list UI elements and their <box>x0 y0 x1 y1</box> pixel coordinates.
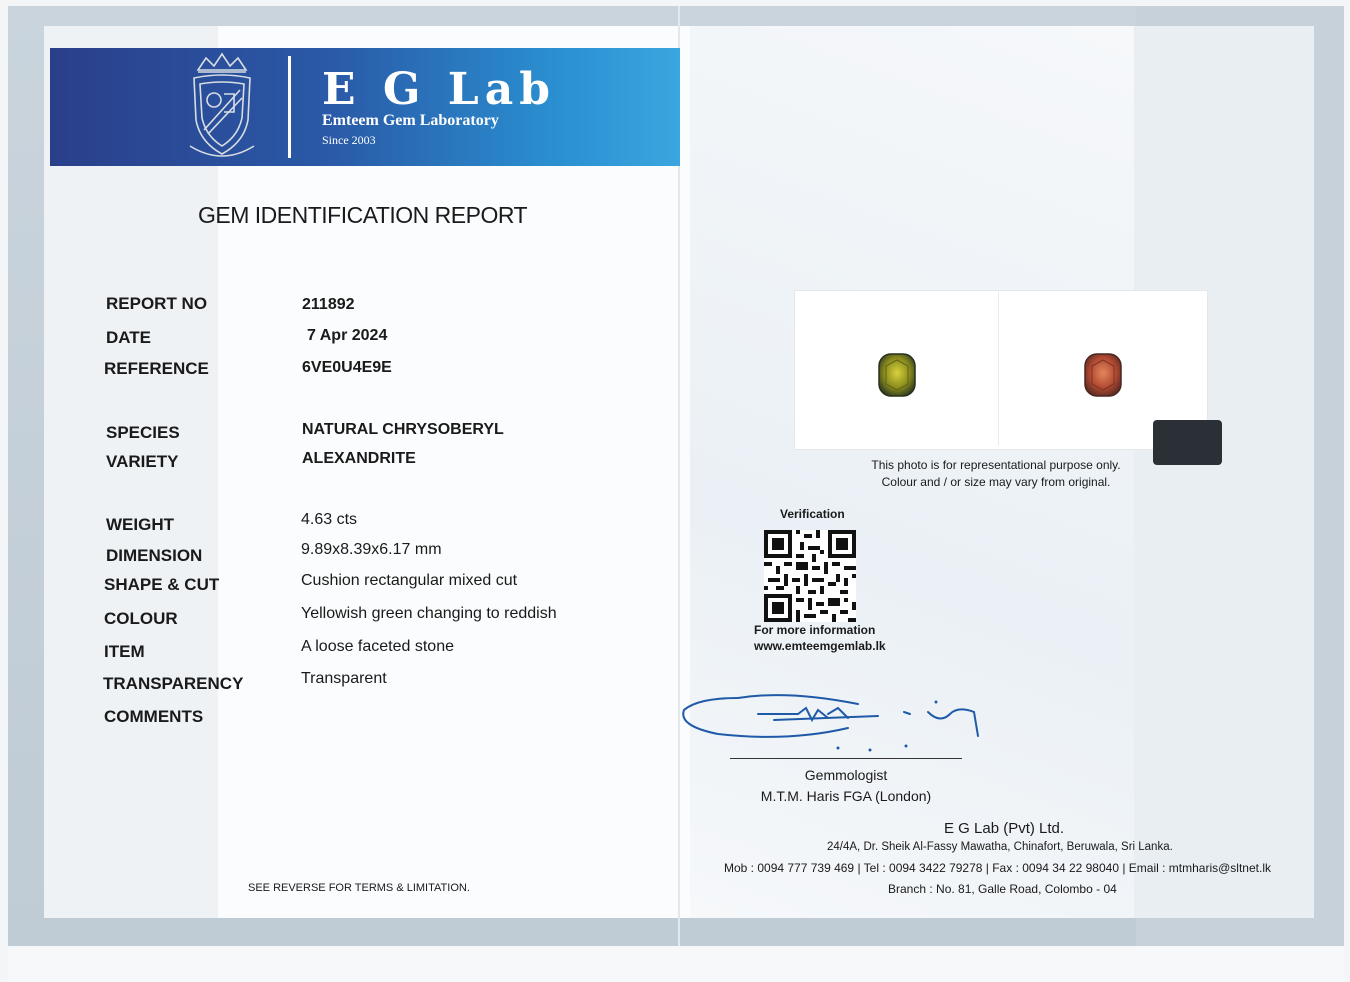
qr-code-icon <box>764 530 856 622</box>
label-dimension: DIMENSION <box>106 546 203 565</box>
value-dimension: 9.89x8.39x6.17 mm <box>301 541 442 558</box>
label-colour: COLOUR <box>104 609 178 628</box>
value-date: 7 Apr 2024 <box>307 327 388 344</box>
label-variety: VARIETY <box>106 452 179 471</box>
value-colour: Yellowish green changing to reddish <box>301 605 557 622</box>
gem-daylight-image <box>876 352 918 398</box>
photo-caption-line2: Colour and / or size may vary from original. <box>881 475 1111 489</box>
value-report-no: 211892 <box>302 296 355 313</box>
gem-photo <box>794 290 1208 450</box>
signatory-name: M.T.M. Haris FGA (London) <box>760 788 932 804</box>
label-species: SPECIES <box>106 423 180 442</box>
more-info <box>754 622 886 654</box>
website-link[interactable]: www.emteemgemlab.lk <box>754 639 886 653</box>
label-shape-cut: SHAPE & CUT <box>104 575 220 594</box>
crest-logo-icon <box>184 50 260 162</box>
value-weight: 4.63 cts <box>301 511 358 528</box>
signature-line <box>730 758 962 759</box>
photo-divider <box>998 292 999 446</box>
photo-caption-line1: This photo is for representational purpose only. <box>871 458 1121 472</box>
photo-caption <box>808 457 1184 491</box>
value-reference: 6VE0U4E9E <box>302 359 392 376</box>
banner-divider <box>288 56 291 158</box>
company-contact: Mob : 0094 777 739 469 | Tel : 0094 3422 79278 | Fax : 0094 34 22 98040 | Email : mtmharis@sltnet.lk <box>724 861 1271 875</box>
signatory-title: Gemmologist <box>804 767 888 783</box>
terms-note: SEE REVERSE FOR TERMS & LIMITATION. <box>248 882 470 894</box>
value-shape-cut: Cushion rectangular mixed cut <box>301 572 518 589</box>
report-title: GEM IDENTIFICATION REPORT <box>198 202 528 228</box>
company-branch: Branch : No. 81, Galle Road, Colombo - 04 <box>888 882 1117 896</box>
label-weight: WEIGHT <box>106 515 174 534</box>
company-address: 24/4A, Dr. Sheik Al-Fassy Mawatha, Chinafort, Beruwala, Sri Lanka. <box>827 841 1173 853</box>
label-date: DATE <box>106 328 152 347</box>
scan-margin <box>8 946 1344 982</box>
label-report-no: REPORT NO <box>106 294 208 313</box>
value-item: A loose faceted stone <box>301 638 454 655</box>
label-reference: REFERENCE <box>104 359 209 378</box>
gem-incandescent-image <box>1082 352 1124 398</box>
label-item: ITEM <box>104 642 145 661</box>
lab-name: E G Lab <box>322 64 556 115</box>
lab-full-name: Emteem Gem Laboratory <box>322 112 499 129</box>
label-transparency: TRANSPARENCY <box>103 674 244 693</box>
company-name: E G Lab (Pvt) Ltd. <box>944 820 1065 837</box>
verification-title: Verification <box>780 507 845 521</box>
signature-image <box>678 684 988 754</box>
lab-since: Since 2003 <box>322 133 376 147</box>
value-variety: ALEXANDRITE <box>302 450 416 467</box>
more-info-text: For more information <box>754 623 876 637</box>
label-comments: COMMENTS <box>104 707 204 726</box>
value-transparency: Transparent <box>301 670 387 687</box>
value-species: NATURAL CHRYSOBERYL <box>302 421 504 438</box>
